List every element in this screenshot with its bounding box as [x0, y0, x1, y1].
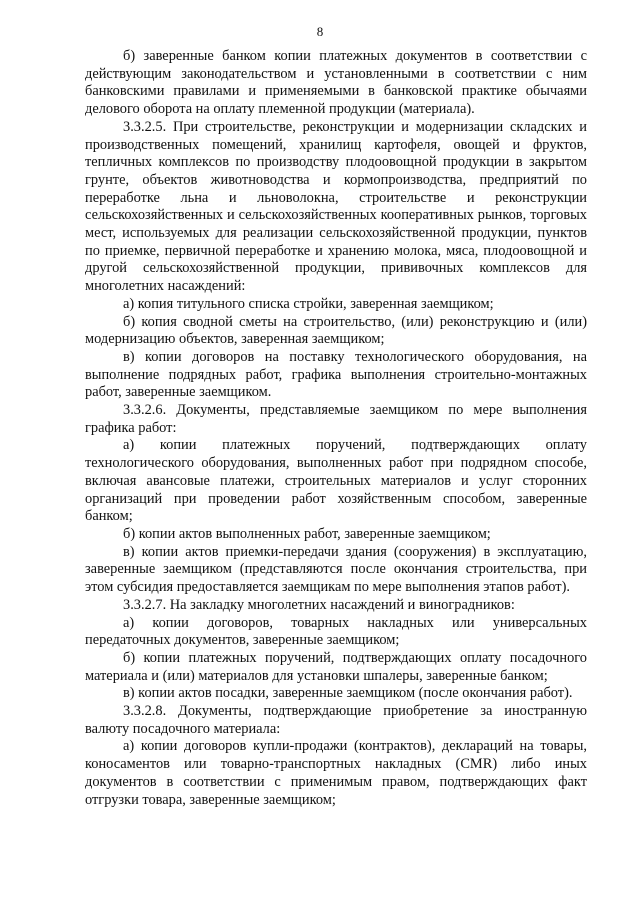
paragraph: а) копии платежных поручений, подтверждающих оплату технологического оборудования, выполненных работ при подрядном способе, включая авансовые платежи, строительных материалов и услуг сторонних организаций при проведении работ хозяйственным способом, заверенные банком;	[85, 437, 587, 525]
paragraph: в) копии договоров на поставку технологического оборудования, на выполнение подрядных работ, графика выполнения строительно-монтажных работ, заверенные заемщиком.	[85, 348, 587, 401]
paragraph: 3.3.2.7. На закладку многолетних насаждений и виноградников:	[123, 596, 515, 613]
paragraph: 3.3.2.6. Документы, представляемые заемщиком по мере выполнения графика работ:	[85, 402, 587, 436]
paragraph: в) копии актов посадки, заверенные заемщиком (после окончания работ).	[123, 685, 573, 702]
paragraph: б) заверенные банком копии платежных документов в соответствии с действующим законодательством и установленными в соответствии с ним банковскими правилами и применяемыми в банковской практике обычаями делового оборота на оплату племенной продукции (материала).	[85, 48, 587, 118]
paragraph: 3.3.2.5. При строительстве, реконструкции и модернизации складских и производственных помещений, хранилищ картофеля, овощей и фруктов, тепличных комплексов по производству плодоовощной продукции в закрытом грунте, объектов животноводства и кормопроизводства, предприятий по переработке льна и льноволокна, строительстве и реконструкции сельскохозяйственных и сельскохозяйственных кооперативных рынков, торговых мест, используемых для реализации сельскохозяйственной продукции, пунктов по приемке, первичной переработке и хранению молока, мяса, плодоовощной и другой сельскохозяйственной продукции, прививочных комплексов для многолетних насаждений:	[85, 118, 587, 295]
paragraph: б) копия сводной сметы на строительство, (или) реконструкцию и (или) модернизацию объектов, заверенная заемщиком;	[85, 313, 587, 348]
paragraph: а) копия титульного списка стройки, заверенная заемщиком;	[123, 295, 494, 312]
page-number: 8	[316, 24, 324, 39]
paragraph: а) копии договоров, товарных накладных или универсальных передаточных документов, заверенные заемщиком;	[85, 614, 587, 649]
paragraph: б) копии платежных поручений, подтверждающих оплату посадочного материала и (или) материалов для установки шпалеры, заверенные банком;	[85, 649, 587, 684]
paragraph: в) копии актов приемки-передачи здания (сооружения) в эксплуатацию, заверенные заемщиком (представляются после окончания строительства, при этом субсидия предоставляется заемщикам по мере выполнения этапов работ).	[85, 543, 587, 596]
document-body	[85, 48, 587, 809]
paragraph: а) копии договоров купли-продажи (контрактов), деклараций на товары, коносаментов или товарно-транспортных накладных (CMR) либо иных документов в соответствии с применимым правом, подтверждающих факт отгрузки товара, заверенные заемщиком;	[85, 738, 587, 808]
paragraph: б) копии актов выполненных работ, заверенные заемщиком;	[123, 525, 491, 542]
paragraph: 3.3.2.8. Документы, подтверждающие приобретение за иностранную валюту посадочного материала:	[85, 703, 587, 737]
